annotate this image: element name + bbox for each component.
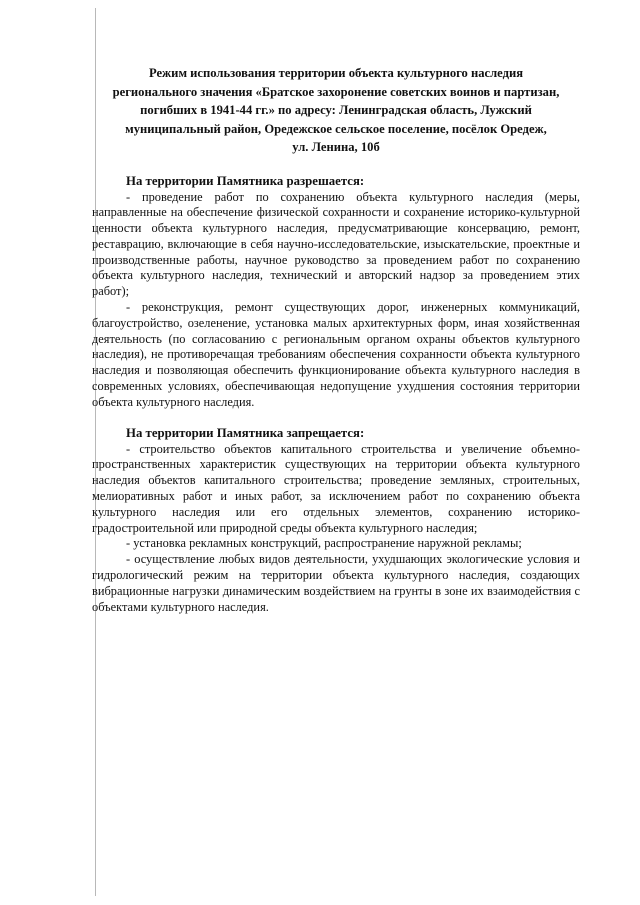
list-item: - реконструкция, ремонт существующих дорог, инженерных коммуникаций, благоустройство, озеленение, установка малых архитектурных форм, иная хозяйственная деятельность (по согласованию с региональным органом охраны объектов культурного наследия), не противоречащая требованиям обеспечения сохранности объекта культурного наследия и позволяющая обеспечить функционирование объекта культурного наследия в современных условиях, обеспечивающая недопущение ухудшения состояния территории объекта культурного наследия. bbox=[92, 300, 580, 409]
list-item: - проведение работ по сохранению объекта культурного наследия (меры, направленные на обеспечение физической сохранности и сохранение историко-культурной ценности объекта культурного наследия, предусматривающие консервацию, ремонт, реставрацию, включающие в себя научно-исследовательские, изыскательские, проектные и производственные работы, научное руководство за проведением работ по сохранению объекта культурного наследия, технический и авторский надзор за проведением этих работ); bbox=[92, 189, 580, 299]
section-heading: На территории Памятника запрещается: bbox=[126, 425, 365, 440]
title-line: Режим использования территории объекта культурного наследия bbox=[148, 66, 524, 80]
prohibited-list bbox=[92, 442, 580, 616]
title-line: регионального значения «Братское захоронение советских воинов и партизан, bbox=[112, 84, 560, 99]
section-heading: На территории Памятника разрешается: bbox=[126, 173, 365, 188]
title-line: погибших в 1941-44 гг.» по адресу: Ленинградская область, Лужский bbox=[140, 103, 532, 117]
list-item: - строительство объектов капитального строительства и увеличение объемно-пространственных характеристик существующих на территории объекта культурного наследия объектов капитального строительства; проведение земляных, строительных, мелиоративных работ и иных работ, за исключением работ по сохранению объекта культурного наследия или его отдельных элементов, сохранению историко-градостроительной или природной среды объекта культурного наследия; bbox=[92, 441, 580, 535]
list-item: - осуществление любых видов деятельности, ухудшающих экологические условия и гидрологический режим на территории объекта культурного наследия, создающих вибрационные нагрузки динамическим воздействием на грунты в зоне их взаимодействия с объектами культурного наследия. bbox=[92, 552, 580, 614]
section-permitted bbox=[92, 173, 580, 411]
section-prohibited bbox=[92, 425, 580, 616]
title-line: муниципальный район, Оредежское сельское поселение, посёлок Оредеж, bbox=[125, 121, 547, 136]
list-item: - установка рекламных конструкций, распространение наружной рекламы; bbox=[126, 536, 522, 551]
document-page bbox=[92, 64, 580, 629]
permitted-list bbox=[92, 190, 580, 411]
title-line: ул. Ленина, 10б bbox=[292, 140, 380, 154]
document-title bbox=[92, 64, 580, 157]
